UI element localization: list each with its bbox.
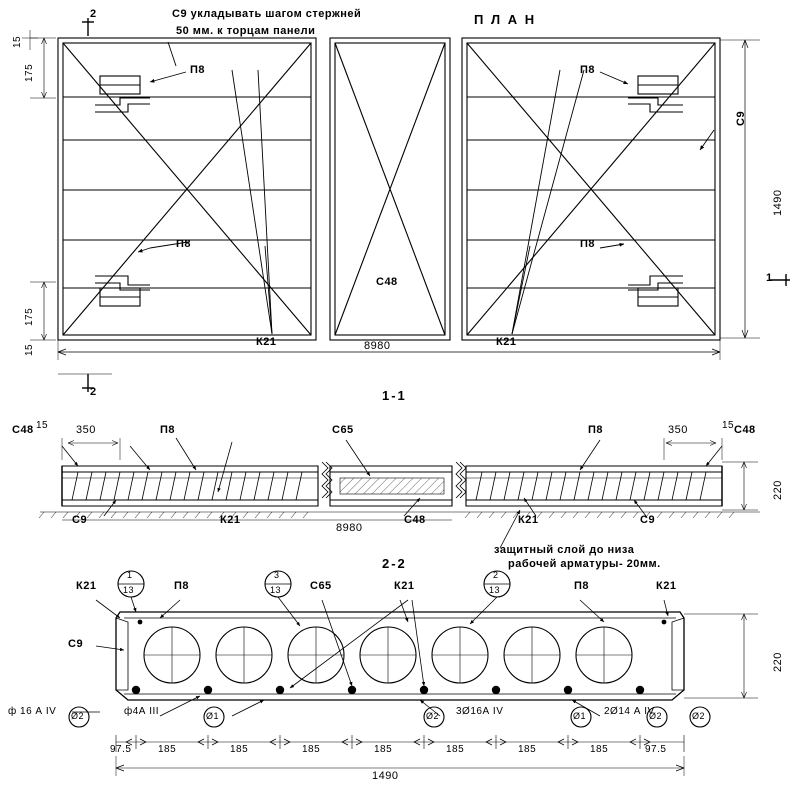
plan-mark-p8-tl: П8 <box>190 64 206 76</box>
sec22-rebar-d2-right2: Ø2 <box>649 711 663 721</box>
sec22-dim-chain-7: 185 <box>590 744 609 755</box>
sec11-dim-length: 8980 <box>336 522 363 534</box>
plan-mark-p8-bl: П8 <box>176 238 192 250</box>
sec22-rebar-d1-left: Ø1 <box>206 711 220 721</box>
plan-dim-175-bottom: 175 <box>24 307 35 326</box>
sec22-mark-p8-left: П8 <box>174 580 190 592</box>
plan-mark-c48: С48 <box>376 276 398 288</box>
sec11-mark-k21-left: К21 <box>220 514 241 526</box>
plan-dim-length: 8980 <box>364 340 391 352</box>
plan-dim-15-bottom: 15 <box>24 343 35 356</box>
sec11-mark-p8-left: П8 <box>160 424 176 436</box>
sec11-mark-c48-mid: С48 <box>404 514 426 526</box>
sec22-callout-1-top: 1 <box>127 570 133 580</box>
sec11-mark-c9-right: С9 <box>640 514 656 526</box>
sec22-rebar-phi4: ф4А III <box>124 706 160 717</box>
section-1-1-title: 1-1 <box>382 388 407 403</box>
sec22-callout-2-bottom: 13 <box>489 585 501 595</box>
sec22-dim-height: 220 <box>772 652 784 672</box>
section-2-2-title: 2-2 <box>382 556 407 571</box>
sec22-callout-1-bottom: 13 <box>123 585 135 595</box>
sec22-dim-chain-3: 185 <box>302 744 321 755</box>
sec22-rebar-2phi14: 2Ø14 А IV <box>604 706 655 717</box>
sec11-dim-350-left: 350 <box>76 424 96 436</box>
sec22-mark-c9: С9 <box>68 638 84 650</box>
sec11-dim-15-right: 15 <box>722 420 735 431</box>
sec11-mark-p8-right: П8 <box>588 424 604 436</box>
plan-mark-p8-tr: П8 <box>580 64 596 76</box>
sec11-mark-c65: С65 <box>332 424 354 436</box>
sec22-rebar-d2-mid: Ø2 <box>426 711 440 721</box>
plan-dim-width: 1490 <box>772 189 784 216</box>
plan-mark-p8-br: П8 <box>580 238 596 250</box>
note-bottom-line1: защитный слой до низа <box>494 544 635 556</box>
sec22-dim-total: 1490 <box>372 770 399 782</box>
sec22-mark-c65: С65 <box>310 580 332 592</box>
sec22-dim-chain-0: 97.5 <box>110 744 132 755</box>
sec22-mark-k21-right: К21 <box>656 580 677 592</box>
sec22-rebar-d1-right: Ø1 <box>573 711 587 721</box>
plan-mark-k21-right: К21 <box>496 336 517 348</box>
sec11-dim-height: 220 <box>772 480 784 500</box>
sec11-dim-350-right: 350 <box>668 424 688 436</box>
sec11-dim-15-left: 15 <box>36 420 49 431</box>
note-bottom-line2: рабочей арматуры- 20мм. <box>508 558 661 570</box>
sec11-mark-c48-right: С48 <box>734 424 756 436</box>
sec22-callout-3-top: 3 <box>274 570 280 580</box>
plan-dim-175-top: 175 <box>24 63 35 82</box>
sec11-mark-c48-left: С48 <box>12 424 34 436</box>
sec22-mark-k21-left: К21 <box>76 580 97 592</box>
note-top-line1: С9 укладывать шагом стержней <box>172 8 362 20</box>
sec22-dim-chain-1: 185 <box>158 744 177 755</box>
sec22-callout-2-top: 2 <box>493 570 499 580</box>
sec22-rebar-phi16: ф 16 А IV <box>8 706 57 717</box>
sec22-rebar-d2-left: Ø2 <box>71 711 85 721</box>
sec11-mark-k21-right: К21 <box>518 514 539 526</box>
plan-mark-c9: С9 <box>735 110 747 126</box>
sec22-callout-3-bottom: 13 <box>270 585 282 595</box>
plan-cut-mark-2-bottom: 2 <box>90 386 97 398</box>
sec22-dim-chain-8: 97.5 <box>645 744 667 755</box>
sec11-mark-c9-left: С9 <box>72 514 88 526</box>
sec22-mark-p8-right: П8 <box>574 580 590 592</box>
sec22-dim-chain-6: 185 <box>518 744 537 755</box>
sec22-dim-chain-4: 185 <box>374 744 393 755</box>
plan-cut-mark-2-top: 2 <box>90 8 97 20</box>
plan-cut-mark-1: 1 <box>766 272 773 284</box>
sec22-dim-chain-5: 185 <box>446 744 465 755</box>
sec22-mark-k21-mid: К21 <box>394 580 415 592</box>
sec22-rebar-d2-right: Ø2 <box>692 711 706 721</box>
plan-dim-15-top: 15 <box>12 35 23 48</box>
sec22-rebar-3phi16: 3Ø16А IV <box>456 706 504 717</box>
note-top-line2: 50 мм. к торцам панели <box>176 25 316 37</box>
plan-view-title: П Л А Н <box>474 12 537 27</box>
plan-mark-k21-left: К21 <box>256 336 277 348</box>
sec22-dim-chain-2: 185 <box>230 744 249 755</box>
